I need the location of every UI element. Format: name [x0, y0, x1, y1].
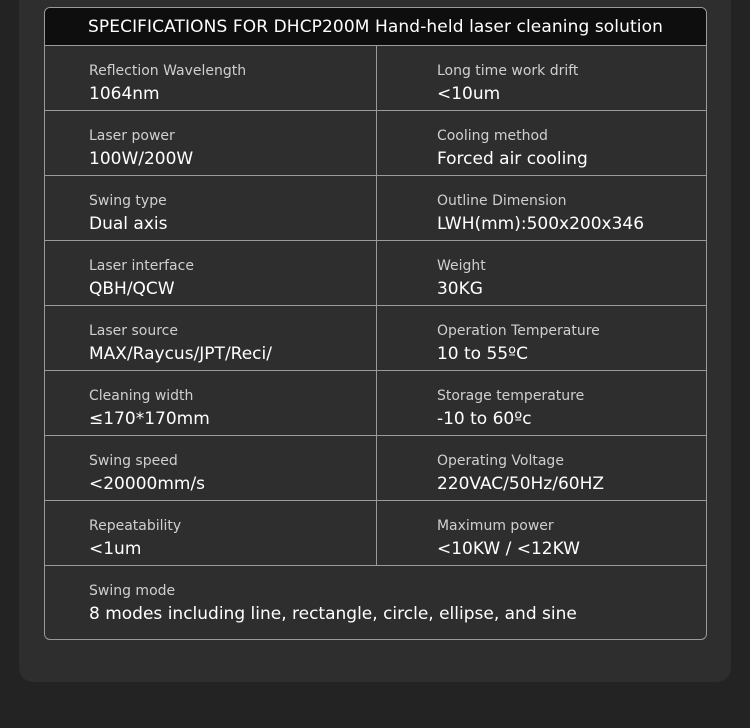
spec-cell [45, 306, 376, 370]
spec-value: 30KG [436, 279, 483, 299]
spec-table [44, 7, 707, 640]
spec-label: Operation Temperature [436, 323, 600, 339]
spec-cell [376, 436, 706, 500]
spec-row [45, 306, 706, 371]
spec-label: Outline Dimension [436, 193, 567, 209]
spec-value: 8 modes including line, rectangle, circle, ellipse, and sine [89, 604, 577, 624]
spec-table-title: SPECIFICATIONS FOR DHCP200M Hand-held laser cleaning solution [45, 8, 706, 46]
spec-cell [376, 306, 706, 370]
spec-cell [376, 371, 706, 435]
spec-value: <10um [436, 84, 501, 104]
spec-value: <20000mm/s [89, 474, 206, 494]
spec-value: QBH/QCW [89, 279, 175, 299]
spec-cell [376, 176, 706, 240]
spec-row [45, 111, 706, 176]
spec-label: Swing mode [89, 583, 176, 599]
spec-value: -10 to 60ºc [436, 409, 532, 429]
spec-row-full [45, 566, 706, 636]
spec-row [45, 371, 706, 436]
spec-cell [45, 371, 376, 435]
spec-label: Storage temperature [436, 388, 585, 404]
spec-value: ≤170*170mm [89, 409, 210, 429]
spec-cell [45, 176, 376, 240]
spec-value: Dual axis [89, 214, 168, 234]
spec-label: Laser power [89, 128, 175, 144]
spec-value: 1064nm [89, 84, 160, 104]
spec-row [45, 501, 706, 566]
spec-label: Reflection Wavelength [89, 63, 247, 79]
spec-cell [45, 566, 706, 636]
spec-row [45, 436, 706, 501]
spec-cell [45, 111, 376, 175]
spec-cell [376, 241, 706, 305]
spec-label: Laser source [89, 323, 178, 339]
spec-value: 100W/200W [89, 149, 194, 169]
spec-label: Repeatability [89, 518, 182, 534]
spec-row [45, 46, 706, 111]
spec-value: 220VAC/50Hz/60HZ [436, 474, 605, 494]
spec-cell [376, 111, 706, 175]
spec-cell [45, 46, 376, 110]
spec-label: Maximum power [436, 518, 554, 534]
spec-value: Forced air cooling [436, 149, 588, 169]
spec-label: Long time work drift [436, 63, 579, 79]
spec-label: Swing speed [89, 453, 178, 469]
spec-cell [45, 241, 376, 305]
spec-label: Cleaning width [89, 388, 194, 404]
spec-label: Laser interface [89, 258, 194, 274]
spec-label: Weight [436, 258, 486, 274]
spec-cell [376, 501, 706, 565]
spec-cell [45, 501, 376, 565]
spec-value: <1um [89, 539, 142, 559]
spec-value: LWH(mm):500x200x346 [436, 214, 645, 234]
spec-row [45, 176, 706, 241]
spec-label: Cooling method [436, 128, 548, 144]
spec-label: Operating Voltage [436, 453, 564, 469]
spec-row [45, 241, 706, 306]
spec-cell [45, 436, 376, 500]
spec-value: <10KW / <12KW [436, 539, 580, 559]
spec-cell [376, 46, 706, 110]
spec-label: Swing type [89, 193, 167, 209]
spec-value: MAX/Raycus/JPT/Reci/ [89, 344, 272, 364]
spec-value: 10 to 55ºC [436, 344, 528, 364]
